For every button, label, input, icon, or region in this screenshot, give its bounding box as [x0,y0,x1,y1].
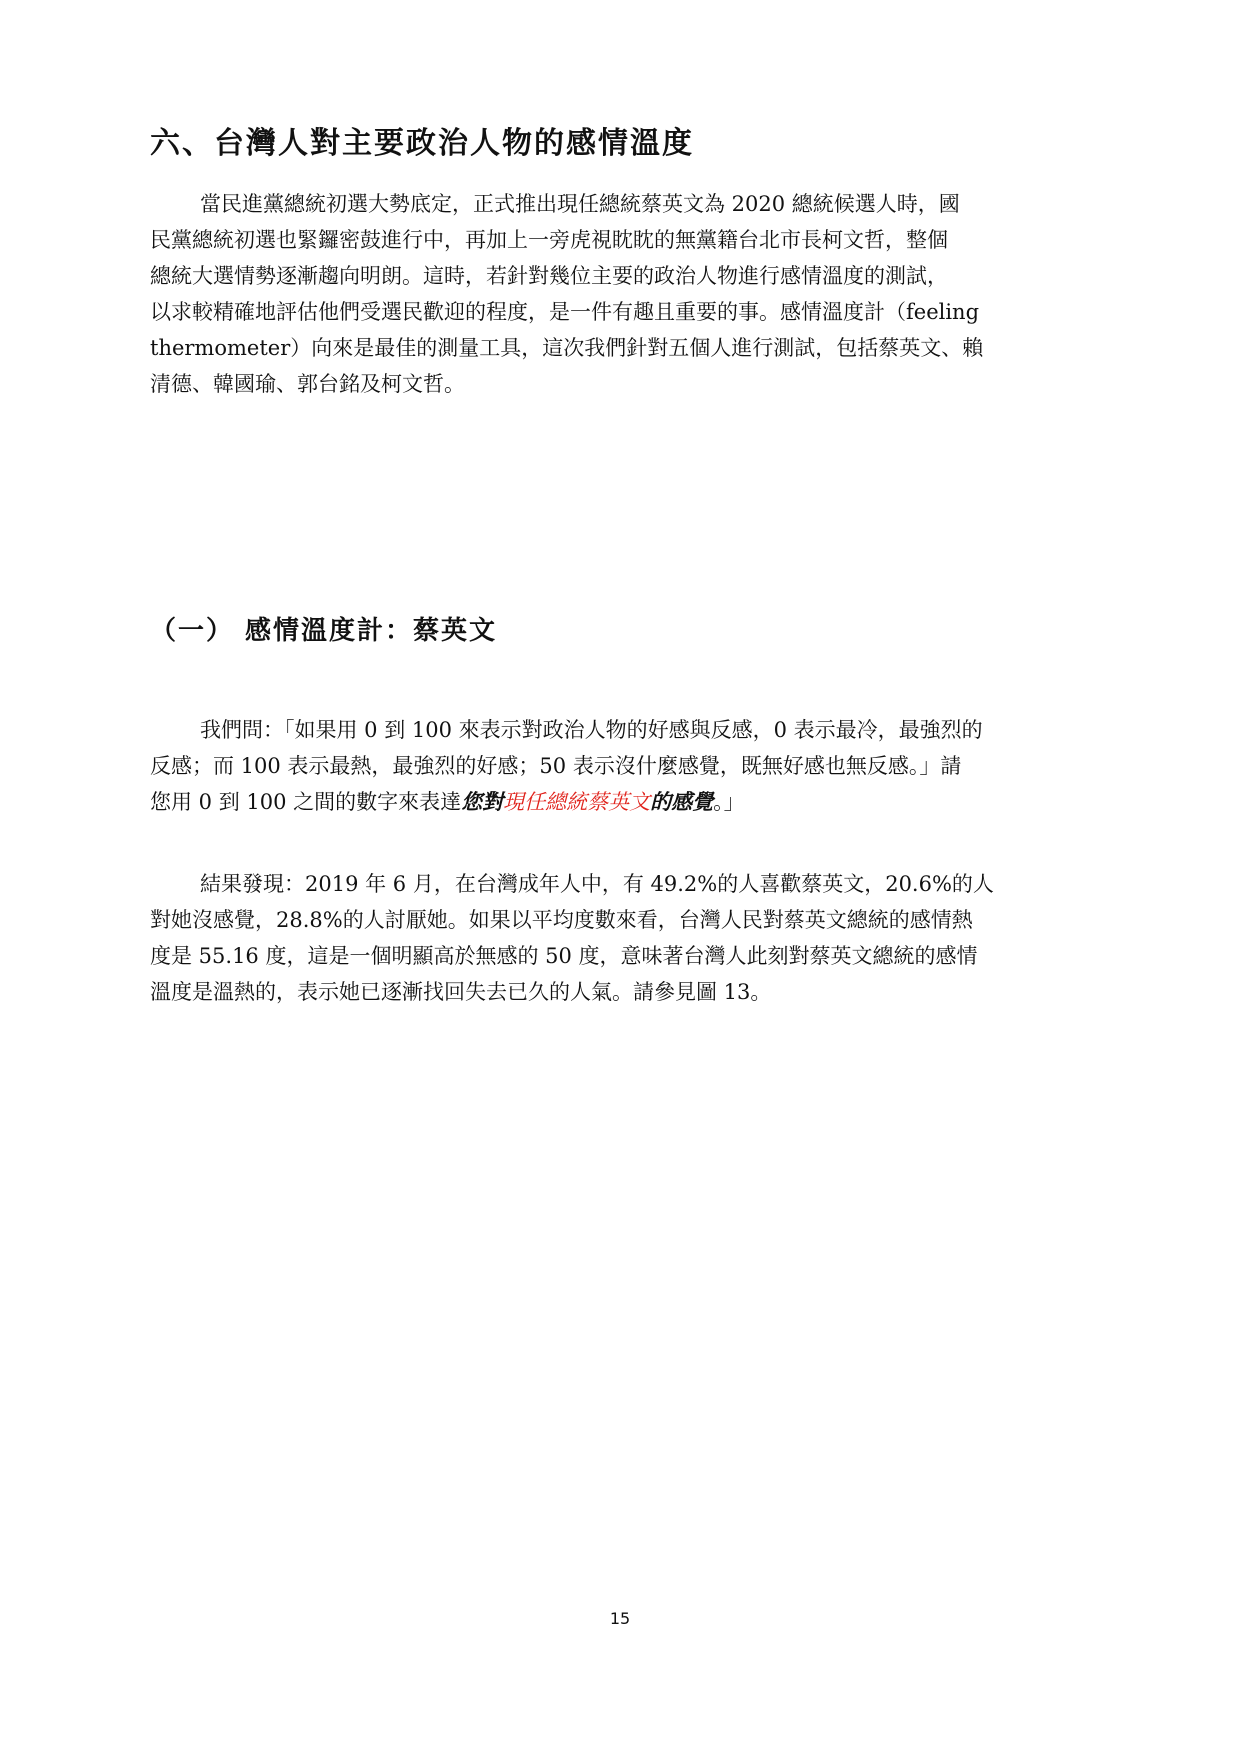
emphasis-president-name: 現任總統蔡英文 [503,790,651,814]
intro-line-3: 總統大選情勢逐漸趨向明朗。這時，若針對幾位主要的政治人物進行感情溫度的測試， [150,264,948,288]
intro-paragraph [150,186,1100,402]
intro-line-4: 以求較精確地評估他們受選民歡迎的程度，是一件有趣且重要的事。感情溫度計（feeling [150,300,980,324]
result-paragraph [150,866,1100,1010]
subsection-heading: （一） 感情溫度計：蔡英文 [150,616,498,646]
intro-line-1: 當民進黨總統初選大勢底定，正式推出現任總統蔡英文為 2020 總統候選人時，國 [200,192,960,216]
result-line-4: 溫度是溫熱的，表示她已逐漸找回失去已久的人氣。請參見圖 13。 [150,980,772,1004]
intro-line-5: thermometer）向來是最佳的測量工具，這次我們針對五個人進行測試，包括蔡英文、賴 [150,336,984,360]
question-line-3: 您用 0 到 100 之間的數字來表達您對現任總統蔡英文的感覺。」 [150,789,745,814]
intro-line-6: 清德、韓國瑜、郭台銘及柯文哲。 [150,372,465,396]
page-number: 15 [609,1609,631,1628]
result-line-3: 度是 55.16 度，這是一個明顯高於無感的 50 度，意味著台灣人此刻對蔡英文總統的感情 [150,944,978,968]
result-line-2: 對她沒感覺，28.8%的人討厭她。如果以平均度數來看，台灣人民對蔡英文總統的感情熱 [150,908,973,932]
emphasis-feeling: 的感覺 [650,789,714,814]
section-heading: 六、台灣人對主要政治人物的感情溫度 [150,126,694,161]
result-line-1: 結果發現：2019 年 6 月，在台灣成年人中，有 49.2%的人喜歡蔡英文，20.6%的人 [200,872,994,896]
question-line-2: 反感；而 100 表示最熱，最強烈的好感；50 表示沒什麼感覺，既無好感也無反感。」請 [150,754,962,778]
question-paragraph [150,712,1100,820]
emphasis-you-toward: 您對 [461,789,504,814]
question-line-1: 我們問：「如果用 0 到 100 來表示對政治人物的好感與反感，0 表示最冷，最強烈的 [200,718,983,742]
intro-line-2: 民黨總統初選也緊鑼密鼓進行中，再加上一旁虎視眈眈的無黨籍台北市長柯文哲，整個 [150,228,948,252]
